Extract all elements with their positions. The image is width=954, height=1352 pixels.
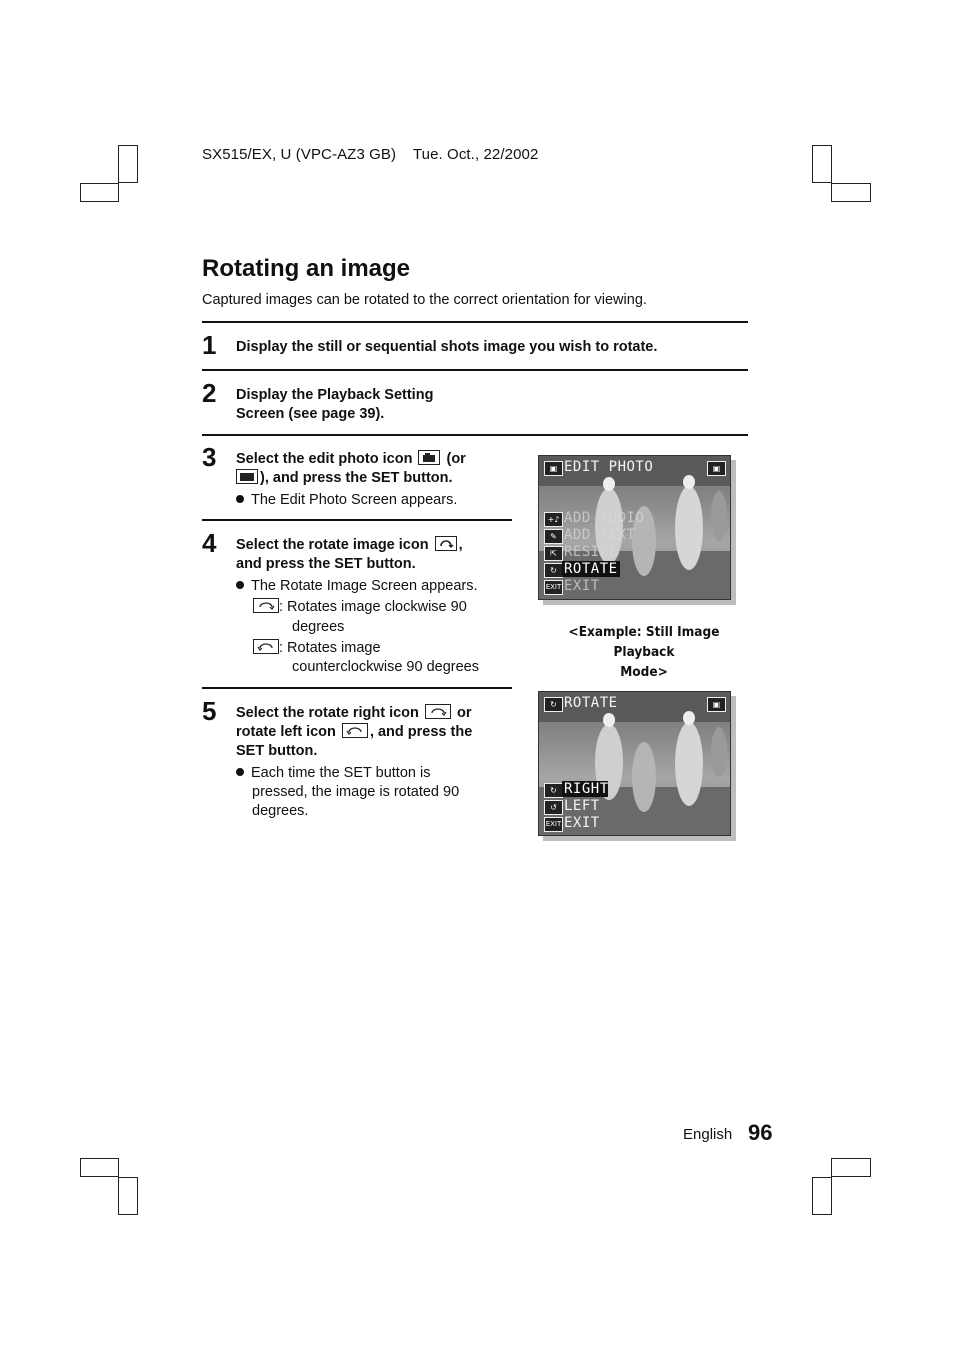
crop-mark	[831, 183, 871, 202]
menu-item-right[interactable]: RIGHT	[564, 781, 609, 797]
camera-screen-rotate	[538, 691, 731, 836]
bullet-item: The Edit Photo Screen appears.	[236, 491, 457, 510]
exit-icon: EXIT	[544, 580, 563, 595]
card-icon: ▣	[707, 697, 726, 712]
divider	[202, 434, 748, 436]
crop-mark	[812, 145, 832, 183]
step-number: 5	[202, 696, 217, 726]
rotate-left-icon	[253, 639, 279, 654]
menu-item-resize[interactable]: RESIZE	[564, 544, 618, 560]
resize-icon: ⇱	[544, 546, 563, 561]
figure-caption: <Example: Still Image Playback Mode>	[568, 624, 720, 680]
exit-icon: EXIT	[544, 817, 563, 832]
bullet-continuation: pressed, the image is rotated 90	[252, 784, 460, 800]
definition-item: : Rotates image clockwise 90	[253, 598, 467, 617]
crop-mark	[118, 145, 138, 183]
rotate-image-icon: ↻	[544, 563, 563, 578]
footer-language: English	[683, 1126, 733, 1143]
menu-item-add-text[interactable]: ADD TEXT	[564, 527, 636, 543]
divider	[202, 519, 512, 521]
rotate-right-icon	[253, 598, 279, 613]
rotate-image-icon: ↻	[544, 697, 563, 712]
definition-item: : Rotates image	[253, 639, 381, 658]
step-number: 2	[202, 378, 217, 408]
step-number: 4	[202, 528, 217, 558]
crop-mark	[812, 1177, 832, 1215]
menu-item-exit[interactable]: EXIT	[564, 815, 600, 831]
crop-mark	[831, 1158, 871, 1177]
add-text-icon: ✎	[544, 529, 563, 544]
divider	[202, 687, 512, 689]
step-text: Select the edit photo icon (or ), and press the SET button.	[236, 451, 466, 486]
step-text: Select the rotate right icon or rotate left icon , and press the SET button.	[236, 705, 473, 759]
divider	[202, 369, 748, 371]
divider	[202, 321, 748, 323]
step-number: 3	[202, 442, 217, 472]
bullet-dot	[236, 581, 244, 589]
menu-item-exit[interactable]: EXIT	[564, 578, 600, 594]
menu-item-rotate[interactable]: ROTATE	[564, 561, 618, 577]
crop-mark	[80, 183, 119, 202]
step-text: Display the Playback Setting Screen (see page 39).	[236, 387, 434, 422]
page-number: 96	[748, 1120, 773, 1145]
bullet-continuation: degrees.	[252, 803, 309, 819]
rotate-image-icon	[435, 536, 457, 551]
rotate-left-icon: ↺	[544, 800, 563, 815]
card-icon: ▣	[707, 461, 726, 476]
step-text: Select the rotate image icon , and press the SET button.	[236, 537, 463, 572]
intro-text: Captured images can be rotated to the correct orientation for viewing.	[202, 292, 647, 308]
rotate-left-icon	[342, 723, 368, 738]
crop-mark	[118, 1177, 138, 1215]
step-number: 1	[202, 330, 217, 360]
bullet-item: Each time the SET button is	[236, 764, 430, 783]
crop-mark	[80, 1158, 119, 1177]
screen-title: ROTATE	[564, 695, 618, 711]
rotate-right-icon: ↻	[544, 783, 563, 798]
definition-text: counterclockwise 90 degrees	[292, 659, 479, 675]
add-audio-icon: +♪	[544, 512, 563, 527]
definition-text: degrees	[292, 619, 345, 635]
bullet-item: The Rotate Image Screen appears.	[236, 577, 478, 596]
edit-photo-icon	[418, 450, 440, 465]
step-text: Display the still or sequential shots image you wish to rotate.	[236, 339, 658, 355]
bullet-dot	[236, 768, 244, 776]
edit-photo-icon: ▣	[544, 461, 563, 476]
rotate-right-icon	[425, 704, 451, 719]
menu-item-add-audio[interactable]: ADD AUDIO	[564, 510, 645, 526]
edit-photo-icon	[236, 469, 258, 484]
menu-item-left[interactable]: LEFT	[564, 798, 600, 814]
document-header: SX515/EX, U (VPC-AZ3 GB) Tue. Oct., 22/2002	[202, 146, 539, 163]
screen-title: EDIT PHOTO	[564, 459, 654, 475]
page-title: Rotating an image	[202, 255, 411, 282]
bullet-dot	[236, 495, 244, 503]
camera-screen-edit-photo	[538, 455, 731, 600]
